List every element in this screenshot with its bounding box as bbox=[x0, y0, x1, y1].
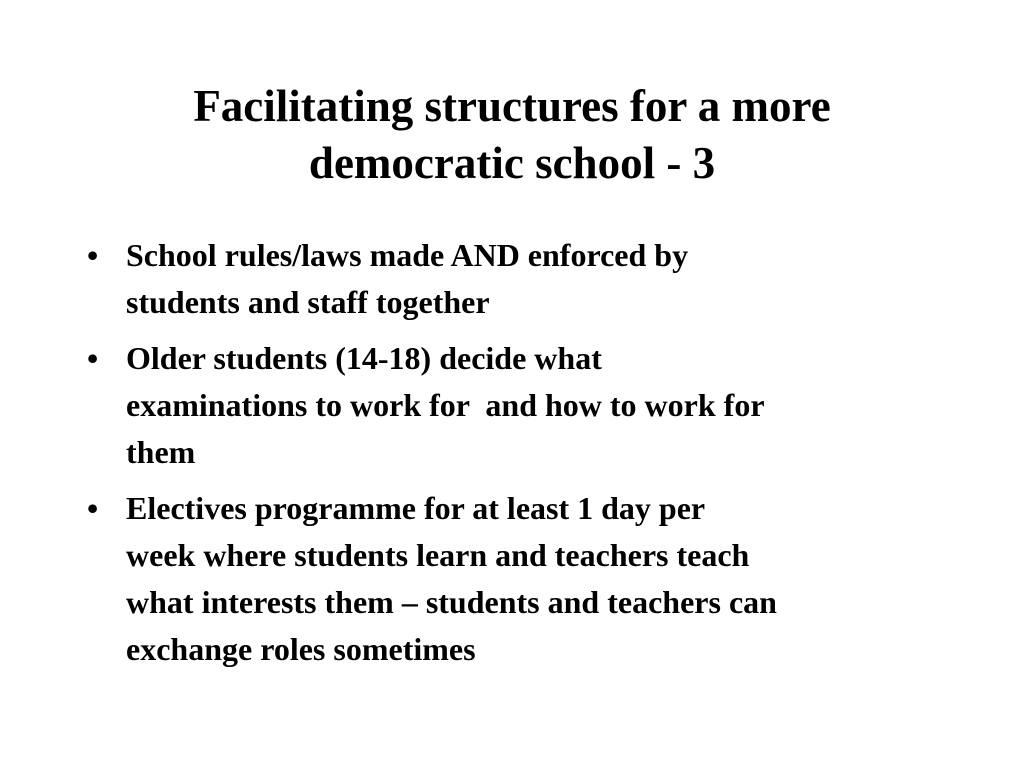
bullet-list bbox=[87, 232, 967, 682]
bullet-item-school-rules bbox=[87, 232, 967, 326]
bullet-item-older-students bbox=[87, 335, 967, 476]
bullet-text-line: them bbox=[126, 434, 196, 470]
bullet-text-line: Electives programme for at least 1 day per bbox=[126, 490, 706, 526]
bullet-item-electives bbox=[87, 485, 967, 673]
bullet-text-line: School rules/laws made AND enforced by bbox=[126, 237, 689, 273]
bullet-icon: • bbox=[87, 490, 99, 526]
bullet-text-line: Older students (14-18) decide what bbox=[126, 340, 602, 376]
bullet-icon: • bbox=[87, 237, 99, 273]
bullet-text-line: what interests them – students and teachers can bbox=[126, 584, 777, 620]
bullet-icon: • bbox=[87, 340, 99, 376]
slide-title bbox=[0, 78, 1024, 192]
bullet-text-line: week where students learn and teachers teach bbox=[126, 537, 750, 573]
bullet-text-line: students and staff together bbox=[126, 284, 490, 320]
slide-title-line-2: democratic school - 3 bbox=[308, 138, 716, 188]
slide-title-line-1: Facilitating structures for a more bbox=[193, 81, 831, 131]
bullet-text-line: examinations to work for and how to work for bbox=[126, 387, 765, 423]
bullet-text-line: exchange roles sometimes bbox=[126, 631, 476, 667]
